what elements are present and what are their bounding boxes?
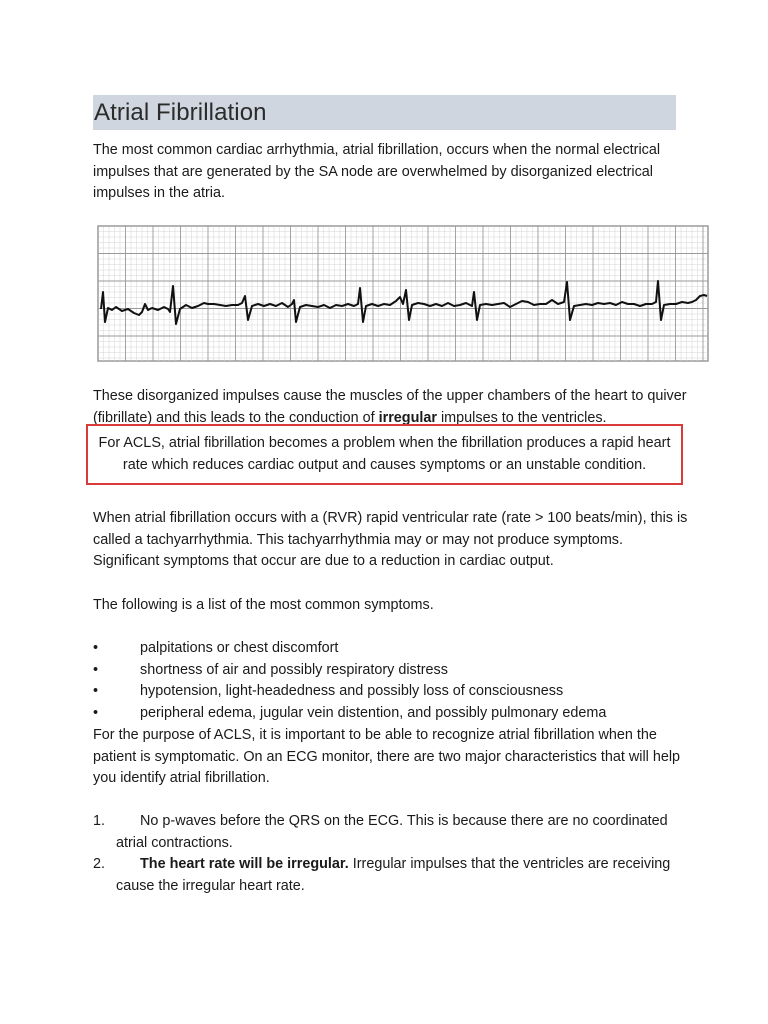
document-page <box>93 95 683 205</box>
symptom-text: peripheral edema, jugular vein distention, and possibly pulmonary edema <box>140 704 607 721</box>
title-bar <box>93 95 676 130</box>
para2-text-before: These disorganized impulses cause the muscles of the upper chambers of the heart to quiver (fibrillate) and this leads to the conduction of <box>93 388 687 426</box>
ecg-strip-image <box>96 224 710 363</box>
symptom-text: hypotension, light-headedness and possibly loss of consciousness <box>140 683 564 700</box>
list-item <box>93 660 693 682</box>
para2-text-after: impulses to the ventricles. <box>436 409 607 426</box>
list-number: 1. <box>93 813 106 829</box>
bullet: • <box>93 661 99 678</box>
callout-text: For ACLS, atrial fibrillation becomes a problem when the fibrillation produces a rapid heart rate which reduces cardiac output and causes symptoms or an unstable condition. <box>98 435 671 473</box>
list-item <box>93 854 693 897</box>
rvr-paragraph: When atrial fibrillation occurs with a (RVR) rapid ventricular rate (rate > 100 beats/min), this is called a tachyarrhythmia. This tachyarrhythmia may or may not produce symptoms. Significant symptoms that occur are due to a reduction in cardiac output. <box>93 510 688 570</box>
symptom-text: palpitations or chest discomfort <box>140 640 339 656</box>
step-text: Irregular impulses that the ventricles are receiving cause the irregular heart rate. <box>116 856 671 894</box>
irregular-impulses-paragraph <box>93 386 693 429</box>
purpose-paragraph: For the purpose of ACLS, it is important to be able to recognize atrial fibrillation when the patient is symptomatic. On an ECG monitor, there are two major characteristics that will help you identify atrial fibrillation. <box>93 727 681 787</box>
bullet: • <box>93 704 99 721</box>
list-item <box>93 811 693 854</box>
list-item <box>93 638 693 660</box>
symptom-text: shortness of air and possibly respiratory distress <box>140 661 448 678</box>
list-item <box>93 681 693 703</box>
symptoms-list <box>93 638 693 724</box>
list-item <box>93 703 693 725</box>
step-text: No p-waves before the QRS on the ECG. This is because there are no coordinated atrial contractions. <box>116 813 668 851</box>
characteristics-list <box>93 811 693 897</box>
step-bold: The heart rate will be irregular. <box>140 856 349 873</box>
intro-paragraph: The most common cardiac arrhythmia, atrial fibrillation, occurs when the normal electrical impulses that are generated by the SA node are overwhelmed by disorganized electrical impulses in the atria. <box>93 142 661 202</box>
bullet: • <box>93 640 99 656</box>
para2-bold: irregular <box>378 409 437 426</box>
page-title: Atrial Fibrillation <box>94 98 267 126</box>
bullet: • <box>93 683 99 700</box>
symptoms-intro: The following is a list of the most common symptoms. <box>93 597 434 613</box>
list-number: 2. <box>93 856 106 873</box>
acls-callout-box <box>86 424 683 485</box>
